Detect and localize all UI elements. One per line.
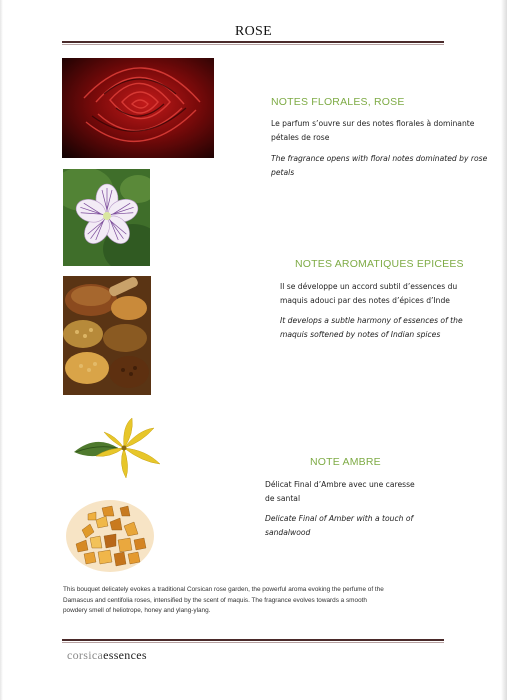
page-edge-left [0,0,3,700]
section-text-en-amber: Delicate Final of Amber with a touch of sandalwood [265,514,414,537]
bottom-divider [62,639,444,643]
ylang-ylang-photo [66,412,174,484]
page-edge-right [501,0,507,700]
brand-logo: corsicaessences [67,648,147,662]
section-text-en-floral: The fragrance opens with floral notes dominated by rose petals [271,154,488,177]
footer-description: This bouquet delicately evokes a traditional Corsican rose garden, the powerful aroma evoking the perfume of the Damascus and centifolia roses, intensified by the scent of maquis. The fragrance evolves towards a smooth powdery smell of heliotrope, honey and ylang-ylang. [63,586,384,614]
spices-photo [63,276,151,395]
amber-resin-photo [62,490,158,576]
page-title: ROSE [235,24,272,39]
rose-photo [62,58,214,158]
top-divider [62,41,444,45]
section-text-fr-spicy: Il se développe un accord subtil d’essences du maquis adouci par des notes d’épices d’Inde [280,282,458,305]
section-text-fr-floral: Le parfum s’ouvre sur des notes florales à dominante pétales de rose [271,119,475,142]
geranium-photo [63,169,150,266]
section-heading-amber: NOTE AMBRE [310,456,381,468]
section-heading-spicy: NOTES AROMATIQUES EPICEES [295,258,464,270]
section-text-fr-amber: Délicat Final d’Ambre avec une caresse de santal [265,480,415,503]
section-text-en-spicy: It develops a subtle harmony of essences of the maquis softened by notes of Indian spices [280,316,463,339]
section-heading-floral: NOTES FLORALES, ROSE [271,96,405,108]
